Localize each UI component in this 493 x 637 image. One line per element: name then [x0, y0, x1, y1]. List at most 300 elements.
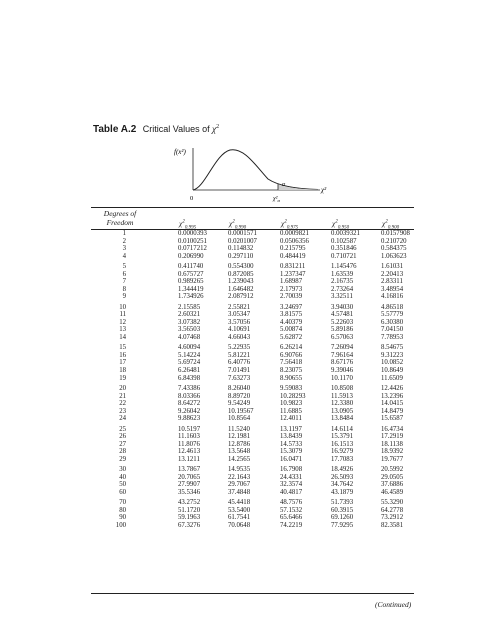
critical-value-cell: 1.239043 [228, 278, 254, 286]
critical-value-cell: 48.7576 [280, 499, 303, 507]
table-row [0, 456, 493, 464]
critical-value-cell: 11.6509 [381, 374, 403, 382]
degrees-header-line1: Degrees of [103, 209, 137, 218]
critical-value-cell: 61.7541 [228, 514, 251, 522]
critical-value-cell: 9.88623 [178, 415, 201, 423]
chi-square-density-figure [170, 144, 340, 206]
critical-value-cell: 2.17973 [280, 285, 303, 293]
row-group [0, 385, 493, 423]
critical-value-cell: 9.59083 [280, 384, 303, 392]
critical-value-cell: 29.7067 [228, 481, 251, 489]
degrees-cell: 15 [119, 344, 126, 352]
degrees-cell: 1 [122, 230, 126, 237]
table-row [0, 499, 493, 507]
critical-value-cell: 82.3581 [381, 521, 404, 529]
table-row [0, 385, 493, 393]
col-sup: 2 [232, 219, 235, 225]
critical-value-cell: 73.2912 [381, 514, 404, 522]
critical-value-cell: 9.31223 [381, 351, 404, 359]
table-row [0, 514, 493, 522]
degrees-cell: 17 [119, 359, 126, 367]
col-chi: χ [281, 219, 285, 228]
critical-value-cell: 18.9392 [381, 448, 404, 456]
critical-value-cell: 5.69724 [178, 359, 201, 367]
critical-value-cell: 0.584375 [381, 245, 407, 253]
degrees-cell: 70 [119, 499, 126, 507]
critical-value-cell: 7.78953 [381, 333, 404, 341]
critical-value-cell: 0.0157908 [381, 230, 410, 237]
critical-value-cell: 3.81575 [280, 311, 303, 319]
critical-value-label [272, 196, 280, 203]
critical-value-cell: 6.40776 [228, 359, 251, 367]
critical-value-cell: 20.7065 [178, 473, 201, 481]
table-row [0, 359, 493, 367]
degrees-cell: 30 [119, 466, 126, 474]
table-row [0, 319, 493, 327]
critical-value-cell: 8.26040 [228, 384, 251, 392]
critical-value-cell: 0.0100251 [178, 237, 207, 245]
critical-value-cell: 10.19567 [228, 407, 254, 415]
critical-value-cell: 8.54675 [381, 344, 404, 352]
table-row [0, 522, 493, 530]
degrees-cell: 9 [122, 293, 126, 301]
critical-value-cell: 4.10691 [228, 326, 251, 334]
critical-value-cell: 2.16735 [331, 278, 354, 286]
col-chi: χ [179, 219, 183, 228]
table-row [0, 466, 493, 474]
critical-value-cell: 7.96164 [331, 351, 354, 359]
critical-value-cell: 1.68987 [280, 278, 303, 286]
degrees-cell: 20 [119, 384, 126, 392]
critical-value-cell: 8.90655 [280, 374, 303, 382]
critical-value-cell: 6.26214 [280, 344, 303, 352]
critical-value-cell: 12.4011 [280, 415, 302, 423]
critical-value-cell: 19.7677 [381, 455, 404, 463]
table-row [0, 507, 493, 515]
critical-value-cell: 18.1138 [381, 440, 403, 448]
critical-value-cell: 17.2919 [381, 433, 404, 441]
table-row [0, 408, 493, 416]
critical-value-cell: 53.5400 [228, 506, 251, 514]
critical-value-cell: 1.063623 [381, 252, 407, 260]
critical-value-cell: 0.114832 [228, 245, 254, 253]
table-row [0, 311, 493, 319]
critical-value-cell: 0.102587 [331, 237, 357, 245]
critical-value-cell: 24.4331 [280, 473, 303, 481]
critical-value-cell: 12.3380 [331, 400, 354, 408]
critical-value-cell: 26.5093 [331, 473, 354, 481]
table-row [0, 286, 493, 294]
critical-value-cell: 2.15585 [178, 303, 201, 311]
table-row [0, 441, 493, 449]
critical-value-cell: 6.30380 [381, 318, 404, 326]
degrees-cell: 90 [119, 514, 126, 522]
degrees-cell: 10 [119, 303, 126, 311]
critical-value-cell: 8.23075 [280, 366, 303, 374]
degrees-cell: 12 [119, 318, 126, 326]
table-body [0, 230, 493, 532]
degrees-cell: 50 [119, 481, 126, 489]
critical-value-cell: 51.7393 [331, 499, 354, 507]
critical-value-cell: 10.8649 [381, 366, 404, 374]
critical-value-cell: 0.411740 [178, 263, 204, 271]
critical-value-cell: 12.1981 [228, 433, 251, 441]
critical-value-cell: 11.5913 [331, 392, 353, 400]
critical-value-cell: 15.3079 [280, 448, 303, 456]
critical-value-cell: 7.04150 [381, 326, 404, 334]
col-sup: 2 [335, 219, 338, 225]
critical-value-cell: 13.1211 [178, 455, 200, 463]
critical-value-cell: 11.1603 [178, 433, 200, 441]
table-row [0, 367, 493, 375]
table-row [0, 253, 493, 261]
table-top-rule [91, 207, 414, 208]
caption-chi: χ [211, 125, 217, 136]
degrees-cell: 22 [119, 400, 126, 408]
critical-value-cell: 0.351846 [331, 245, 357, 253]
critical-value-cell: 0.831211 [280, 263, 306, 271]
critical-value-cell: 18.4926 [331, 466, 354, 474]
critical-value-cell: 11.8076 [178, 440, 200, 448]
degrees-cell: 11 [119, 311, 126, 319]
critical-value-cell: 14.6114 [331, 425, 353, 433]
critical-value-cell: 20.5992 [381, 466, 404, 474]
critical-value-cell: 7.63273 [228, 374, 251, 382]
critical-value-cell: 60.3915 [331, 506, 354, 514]
col-sup: 2 [182, 219, 185, 225]
row-group [0, 499, 493, 529]
critical-value-cell: 4.86518 [381, 303, 404, 311]
col-chi: χ [229, 219, 233, 228]
table-title [93, 124, 219, 135]
critical-value-cell: 37.4848 [228, 488, 251, 496]
critical-value-cell: 16.1513 [331, 440, 354, 448]
col-chi: χ [382, 219, 386, 228]
critical-value-cell: 34.7642 [331, 481, 354, 489]
row-group [0, 426, 493, 464]
critical-value-cell: 0.210720 [381, 237, 407, 245]
critical-value-cell: 2.60321 [178, 311, 201, 319]
table-caption: Critical Values of [142, 124, 210, 135]
critical-value-cell: 5.14224 [178, 351, 201, 359]
degrees-cell: 29 [119, 455, 126, 463]
critical-value-cell: 10.5197 [178, 425, 201, 433]
critical-value-cell: 1.344419 [178, 285, 204, 293]
critical-value-cell: 22.1643 [228, 473, 251, 481]
critical-value-cell: 2.70039 [280, 293, 303, 301]
critical-value-cell: 0.0001571 [228, 230, 257, 237]
critical-value-cell: 12.4426 [381, 384, 404, 392]
table-row [0, 278, 493, 286]
critical-value-cell: 7.01491 [228, 366, 251, 374]
critical-value-cell: 3.56503 [178, 326, 201, 334]
critical-value-cell: 5.00874 [280, 326, 303, 334]
critical-value-cell: 6.84398 [178, 374, 201, 382]
critical-value-cell: 9.26042 [178, 407, 201, 415]
degrees-header-line2: Freedom [106, 218, 134, 227]
critical-value-cell: 13.0905 [331, 407, 354, 415]
caption-sup: 2 [216, 124, 220, 130]
degrees-cell: 13 [119, 326, 126, 334]
table-bottom-rule [91, 593, 414, 594]
critical-value-sub: α [277, 198, 280, 203]
table-row [0, 433, 493, 441]
degrees-cell: 60 [119, 488, 126, 496]
degrees-cell: 8 [122, 285, 126, 293]
table-row [0, 415, 493, 423]
table-row [0, 352, 493, 360]
critical-value-cell: 16.4734 [381, 425, 404, 433]
critical-value-cell: 14.2565 [228, 455, 251, 463]
y-axis-label: f(x²) [174, 148, 186, 156]
col-sub: 0.995 [184, 225, 197, 231]
critical-value-cell: 15.6587 [381, 415, 404, 423]
col-sup: 2 [385, 219, 388, 225]
critical-value-cell: 0.0000393 [178, 230, 207, 237]
table-row [0, 230, 493, 238]
degrees-cell: 23 [119, 407, 126, 415]
critical-value-cell: 64.2778 [381, 506, 404, 514]
critical-value-cell: 59.1963 [178, 514, 201, 522]
critical-value-cell: 13.5648 [228, 448, 251, 456]
table-row [0, 489, 493, 497]
critical-value-cell: 77.9295 [331, 521, 354, 529]
critical-value-cell: 45.4418 [228, 499, 251, 507]
critical-value-cell: 10.8508 [331, 384, 354, 392]
critical-value-cell: 6.90766 [280, 351, 303, 359]
critical-value-cell: 8.67176 [331, 359, 354, 367]
critical-value-cell: 16.0471 [280, 455, 303, 463]
critical-value-cell: 0.206990 [178, 252, 204, 260]
critical-value-cell: 4.66043 [228, 333, 251, 341]
degrees-cell: 3 [122, 245, 126, 253]
row-group [0, 304, 493, 342]
table-row [0, 245, 493, 253]
critical-value-cell: 1.61031 [381, 263, 404, 271]
critical-value-cell: 43.2752 [178, 499, 201, 507]
critical-value-cell: 4.07468 [178, 333, 201, 341]
critical-value-cell: 3.24697 [280, 303, 303, 311]
critical-value-cell: 0.710721 [331, 252, 357, 260]
critical-value-cell: 37.6886 [381, 481, 404, 489]
critical-value-cell: 74.2219 [280, 521, 303, 529]
critical-value-cell: 67.3276 [178, 521, 201, 529]
critical-value-cell: 5.22603 [331, 318, 354, 326]
critical-value-cell: 5.62872 [280, 333, 303, 341]
critical-value-cell: 3.57056 [228, 318, 251, 326]
critical-value-cell: 1.145476 [331, 263, 357, 271]
col-sup: 2 [284, 219, 287, 225]
degrees-cell: 100 [115, 521, 126, 529]
critical-value-cell: 8.64272 [178, 400, 201, 408]
critical-value-cell: 29.0505 [381, 473, 404, 481]
critical-value-cell: 2.55821 [228, 303, 251, 311]
critical-value-cell: 16.7908 [280, 466, 303, 474]
col-sub: 0.900 [387, 225, 400, 231]
table-row [0, 238, 493, 246]
critical-value-cell: 14.5733 [280, 440, 303, 448]
degrees-cell: 7 [122, 278, 126, 286]
critical-value-cell: 4.40379 [280, 318, 303, 326]
table-row [0, 304, 493, 312]
critical-value-cell: 2.83311 [381, 278, 403, 286]
critical-value-cell: 0.215795 [280, 245, 306, 253]
critical-value-cell: 13.2396 [381, 392, 404, 400]
critical-value-cell: 12.8786 [228, 440, 251, 448]
critical-value-cell: 9.54249 [228, 400, 251, 408]
table-row [0, 271, 493, 279]
critical-value-cell: 3.32511 [331, 293, 353, 301]
critical-value-cell: 0.0009821 [280, 230, 309, 237]
critical-value-cell: 15.3791 [331, 433, 354, 441]
degrees-cell: 18 [119, 366, 126, 374]
critical-value-cell: 32.3574 [280, 481, 303, 489]
critical-value-cell: 1.646482 [228, 285, 254, 293]
critical-value-cell: 14.9535 [228, 466, 251, 474]
table-row [0, 474, 493, 482]
critical-value-cell: 10.0852 [381, 359, 404, 367]
x-axis-label: χ² [321, 186, 327, 194]
degrees-cell: 14 [119, 333, 126, 341]
table-row [0, 293, 493, 301]
critical-value-cell: 35.5346 [178, 488, 201, 496]
critical-value-cell: 10.9823 [280, 400, 303, 408]
critical-value-cell: 5.22935 [228, 344, 251, 352]
degrees-cell: 40 [119, 473, 126, 481]
table-row [0, 393, 493, 401]
critical-value-cell: 0.0201007 [228, 237, 257, 245]
col-sub: 0.975 [286, 225, 299, 231]
critical-value-cell: 57.1532 [280, 506, 303, 514]
critical-value-cell: 2.20413 [381, 270, 404, 278]
critical-value-cell: 13.8484 [331, 415, 354, 423]
critical-value-cell: 0.484419 [280, 252, 306, 260]
critical-value-cell: 70.0648 [228, 521, 251, 529]
table-row [0, 448, 493, 456]
critical-value-cell: 1.63539 [331, 270, 354, 278]
degrees-cell: 6 [122, 270, 126, 278]
critical-value-cell: 13.1197 [280, 425, 302, 433]
col-chi: χ [332, 219, 336, 228]
critical-value-cell: 3.05347 [228, 311, 251, 319]
critical-value-cell: 0.297110 [228, 252, 254, 260]
critical-value-cell: 16.9279 [331, 448, 354, 456]
degrees-cell: 25 [119, 425, 126, 433]
critical-value-cell: 4.57481 [331, 311, 354, 319]
origin-label: 0 [190, 195, 194, 202]
degrees-cell: 2 [122, 237, 126, 245]
critical-value-cell: 13.7867 [178, 466, 201, 474]
critical-value-cell: 0.675727 [178, 270, 204, 278]
critical-value-cell: 7.26094 [331, 344, 354, 352]
critical-value-cell: 14.8479 [381, 407, 404, 415]
table-number: Table A.2 [93, 124, 137, 136]
critical-value-cell: 1.237347 [280, 270, 306, 278]
degrees-cell: 24 [119, 415, 126, 423]
row-group [0, 263, 493, 301]
critical-value-cell: 40.4817 [280, 488, 303, 496]
critical-value-cell: 8.03366 [178, 392, 201, 400]
critical-value-chi: χ² [273, 196, 278, 202]
critical-value-cell: 5.57779 [381, 311, 404, 319]
critical-value-cell: 27.9907 [178, 481, 201, 489]
critical-value-cell: 9.39046 [331, 366, 354, 374]
critical-value-cell: 6.57063 [331, 333, 354, 341]
critical-value-cell: 10.28293 [280, 392, 306, 400]
table-row [0, 263, 493, 271]
critical-value-cell: 0.0717212 [178, 245, 207, 253]
critical-value-cell: 4.16816 [381, 293, 404, 301]
critical-value-cell: 10.8564 [228, 415, 251, 423]
degrees-cell: 80 [119, 506, 126, 514]
density-curve [193, 150, 318, 190]
degrees-cell: 26 [119, 433, 126, 441]
critical-value-cell: 3.07382 [178, 318, 201, 326]
col-sub: 0.950 [337, 225, 350, 231]
critical-value-cell: 0.989265 [178, 278, 204, 286]
critical-value-cell: 6.26481 [178, 366, 201, 374]
col-sub: 0.990 [234, 225, 247, 231]
row-group [0, 344, 493, 382]
critical-value-cell: 3.94030 [331, 303, 354, 311]
critical-value-cell: 4.60094 [178, 344, 201, 352]
table-row [0, 344, 493, 352]
critical-value-cell: 11.5240 [228, 425, 250, 433]
table-row [0, 334, 493, 342]
critical-value-cell: 69.1260 [331, 514, 354, 522]
critical-value-cell: 0.0506356 [280, 237, 309, 245]
degrees-cell: 4 [122, 252, 126, 260]
table-row [0, 481, 493, 489]
continued-note: (Continued) [375, 600, 412, 609]
critical-value-cell: 55.3290 [381, 499, 404, 507]
critical-value-cell: 7.56418 [280, 359, 303, 367]
critical-value-cell: 5.89186 [331, 326, 354, 334]
critical-value-cell: 17.7083 [331, 455, 354, 463]
alpha-label: α [282, 182, 286, 188]
table-row [0, 326, 493, 334]
critical-value-cell: 43.1879 [331, 488, 354, 496]
critical-value-cell: 0.0039321 [331, 230, 360, 237]
degrees-cell: 19 [119, 374, 126, 382]
critical-value-cell: 0.554300 [228, 263, 254, 271]
critical-value-cell: 3.48954 [381, 285, 404, 293]
critical-value-cell: 5.81221 [228, 351, 251, 359]
critical-value-cell: 13.8439 [280, 433, 303, 441]
critical-value-cell: 10.1170 [331, 374, 353, 382]
row-group [0, 230, 493, 260]
critical-value-cell: 65.6466 [280, 514, 303, 522]
critical-value-cell: 46.4589 [381, 488, 404, 496]
table-row [0, 426, 493, 434]
degrees-cell: 5 [122, 263, 126, 271]
critical-value-cell: 2.087912 [228, 293, 254, 301]
degrees-cell: 28 [119, 448, 126, 456]
critical-value-cell: 11.6885 [280, 407, 302, 415]
critical-value-cell: 0.872085 [228, 270, 254, 278]
degrees-cell: 27 [119, 440, 126, 448]
critical-value-cell: 2.73264 [331, 285, 354, 293]
critical-value-cell: 7.43386 [178, 384, 201, 392]
critical-value-cell: 14.0415 [381, 400, 404, 408]
critical-value-cell: 51.1720 [178, 506, 201, 514]
table-row [0, 375, 493, 383]
critical-value-cell: 8.89720 [228, 392, 251, 400]
row-group [0, 466, 493, 496]
critical-value-cell: 12.4613 [178, 448, 201, 456]
degrees-of-freedom-header [95, 209, 145, 227]
degrees-cell: 16 [119, 351, 126, 359]
